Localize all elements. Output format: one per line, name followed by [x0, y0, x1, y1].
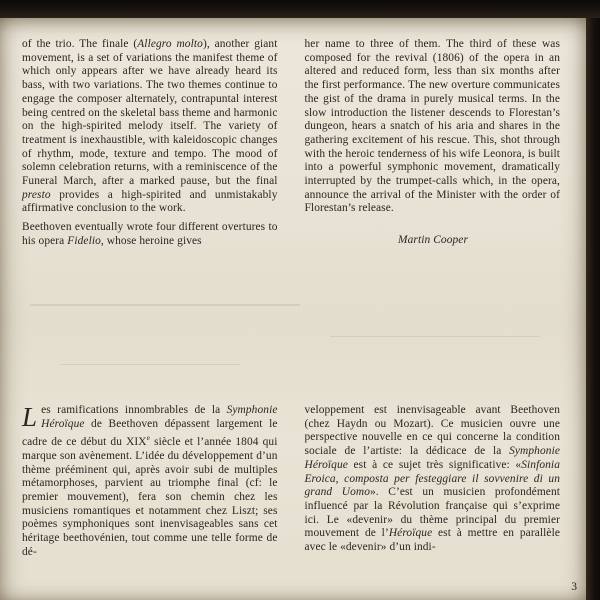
english-column-1 [22, 38, 278, 249]
paragraph: her name to three of them. The third of these was composed for the revival (1806) of the opera in an altered and reduced form, less than six months after the first performance. The new overture communicates the gist of the drama in purely musical terms. In the slow introduction the listener descends to Florestan’s dungeon, hears a snatch of his aria and shares in the gathering excitement of his rescue. This, shot through with the heroic tenderness of his wife Leonora, is built into a powerful symphonic movement, dramatically interrupted by the trumpet-calls which, in the opera, announce the arrival of the Minister with the order of Florestan’s release. [304, 38, 560, 215]
french-column-1 [22, 404, 278, 560]
french-section [0, 404, 586, 560]
scan-artifact [60, 364, 240, 365]
page-number: 3 [571, 581, 577, 593]
paragraph: veloppement est inenvisageable avant Beethoven (chez Haydn ou Mozart). Ce musicien ouvre une perspective nouvelle en ce qui concerne la condition sociale de l’artiste: la dédicace de la Symphonie Héroïque est à ce sujet très significative: «Sinfonia Eroica, composta per festeggiare il sovvenire di un grand Uomo». C’est un musicien profondément influencé par la Révolution française qui s’exprime ici. Le «devenir» du thème principal du premier mouvement de l’Héroïque est à mettre en parallèle avec le «devenir» d’un indi- [304, 404, 561, 554]
scan-edge-top [0, 0, 600, 18]
paragraph: of the trio. The finale (Allegro molto), another giant movement, is a set of variations the manifest theme of which only appears after we have already heard its bass, with two variations. The two themes continue to engage the composer alternately, contrapuntal interest being centred on the skeletal bass theme and harmonic on the high-spirited melody itself. The variety of treatment is inexhaustible, with kaleidoscopic changes of rhythm, mode, texture and tempo. The mood of solemn celebration returns, with a reminiscence of the Funeral March, after a marked pause, but the final presto provides a high-spirited and unmistakably affirmative conclusion to the work. [22, 38, 278, 215]
scan-edge-right [586, 0, 600, 600]
french-column-2 [305, 404, 561, 560]
page-content [0, 18, 586, 600]
paragraph: Beethoven eventually wrote four different overtures to his opera Fidelio, whose heroine gives [22, 221, 278, 247]
paragraph [22, 404, 278, 560]
scan-artifact [30, 304, 300, 306]
english-section [0, 38, 586, 249]
scan-artifact [330, 336, 540, 337]
dropcap-letter: L [22, 402, 38, 432]
paragraph-text: es ramifications innombrables de la Symphonie Héroïque de Beethoven dépassent largement le cadre de ce début du XIXe siècle et l’année 1804 qui marque son avènement. L’idée du développement d’un thème prééminent qui, après avoir subi de multiples métamorphoses, parvient au triomphe final (cf: le premier mouvement), fera son chemin chez les musiciens romantiques et notamment chez Liszt; ses poèmes symphoniques sont inenvisageables sans cet héritage beethovénien, tout comme une telle forme de dé- [22, 404, 278, 558]
english-column-2 [305, 38, 561, 249]
author-byline: Martin Cooper [398, 234, 468, 247]
